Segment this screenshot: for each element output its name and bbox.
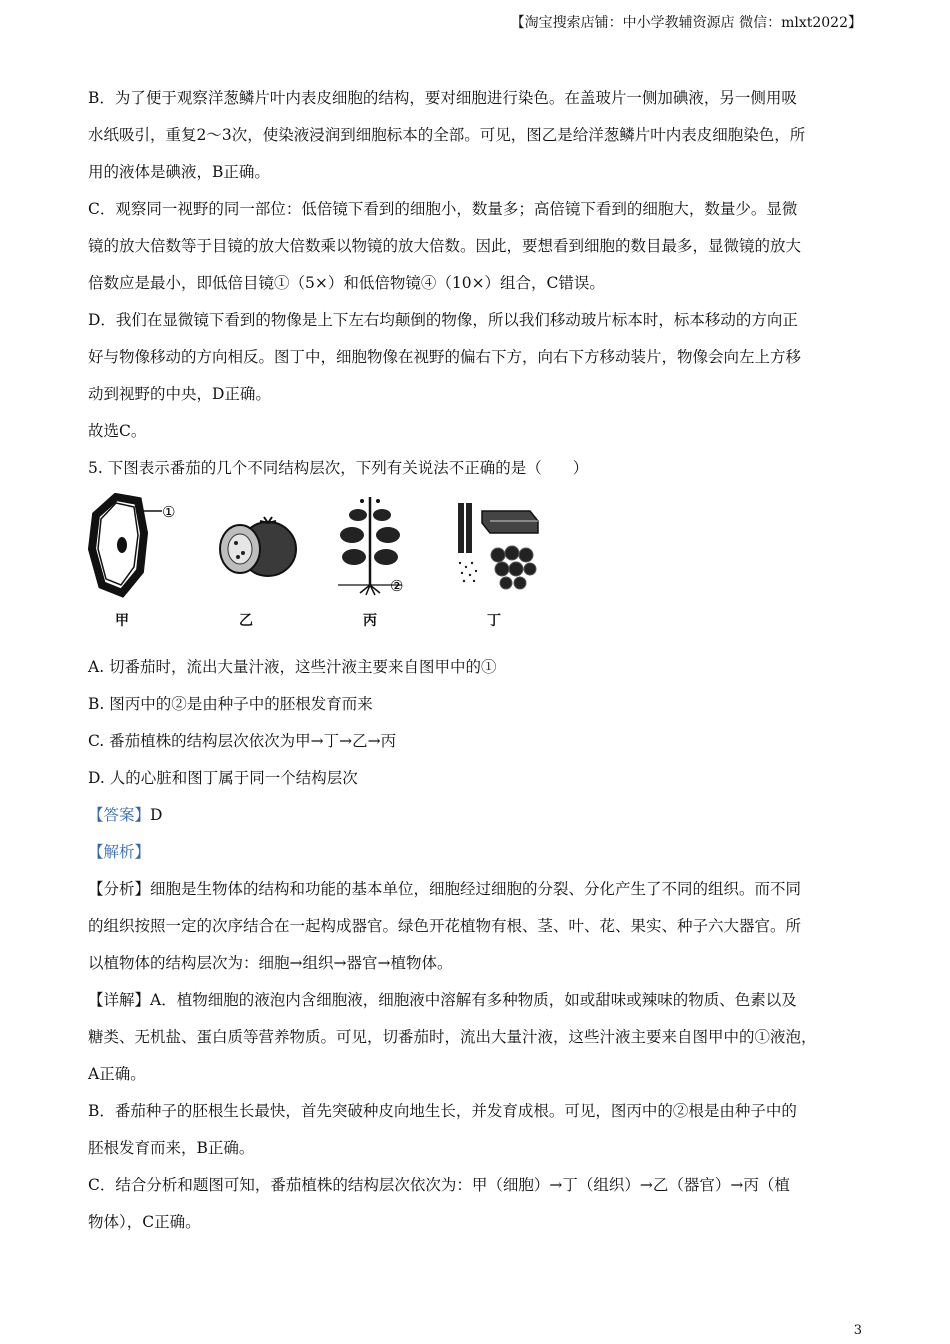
analysis-tag: 【解析】 [88, 843, 151, 861]
figure-tissue [454, 493, 544, 629]
q4-c-line-1: C．观察同一视野的同一部位：低倍镜下看到的细胞小，数量多；高倍镜下看到的细胞大，数量少。显微 [88, 200, 798, 218]
xiangjie-b-line-2: 胚根发育而来，B正确。 [88, 1139, 255, 1157]
figure-fruit [210, 493, 305, 629]
tomato-plant-drawing [332, 493, 427, 598]
q4-conclusion: 故选C。 [88, 422, 147, 440]
analysis-heading [88, 834, 868, 871]
page-content [88, 80, 868, 1241]
q4-b-line-1: B．为了便于观察洋葱鳞片叶内表皮细胞的结构，要对细胞进行染色。在盖玻片一侧加碘液，另一侧用吸 [88, 89, 797, 107]
q4-d-line-2: 好与物像移动的方向相反。图丁中，细胞物像在视野的偏右下方，向右下方移动装片，物像会向左上方移 [88, 348, 802, 366]
plant-cell-drawing [88, 493, 183, 598]
q4-b-line-3: 用的液体是碘液，B正确。 [88, 163, 270, 181]
caption-yi: 乙 [239, 613, 253, 629]
option-a: A. 切番茄时，流出大量汁液，这些汁液主要来自图甲中的① [88, 658, 497, 676]
answer-tag: 【答案】 [88, 806, 151, 824]
q4-c-line-3: 倍数应是最小，即低倍目镜①（5×）和低倍物镜④（10×）组合，C错误。 [88, 274, 605, 292]
xiangjie-a-line-1 [88, 982, 868, 1019]
tomato-structure-figure [88, 493, 868, 635]
option-c: C. 番茄植株的结构层次依次为甲→丁→乙→丙 [88, 732, 397, 750]
fenxi-line-3: 以植物体的结构层次为：细胞→组织→器官→植物体。 [88, 954, 453, 972]
answer-value: D [150, 806, 163, 824]
answer-line [88, 797, 868, 834]
marker-2: ② [390, 577, 404, 595]
q4-c-line-2: 镜的放大倍数等于目镜的放大倍数乘以物镜的放大倍数。因此，要想看到细胞的数目最多，显微镜的放大 [88, 237, 802, 255]
caption-ding: 丁 [487, 613, 501, 629]
fenxi-text-1: 细胞是生物体的结构和功能的基本单位，细胞经过细胞的分裂、分化产生了不同的组织。而不同 [150, 880, 802, 898]
xiangjie-c-line-1: C．结合分析和题图可知，番茄植株的结构层次依次为：甲（细胞）→丁（组织）→乙（器官）→丙（植 [88, 1176, 790, 1194]
xiangjie-b-line-1: B．番茄种子的胚根生长最快，首先突破种皮向地生长，并发育成根。可见，图丙中的②根是由种子中的 [88, 1102, 797, 1120]
figure-cell [88, 493, 183, 629]
caption-jia: 甲 [115, 613, 129, 629]
fenxi-line-1 [88, 871, 868, 908]
tomato-fruit-drawing [210, 493, 305, 598]
page-header: 【淘宝搜索店铺：中小学教辅资源店 微信：mlxt2022】 [510, 15, 862, 31]
xiangjie-tag: 【详解】 [88, 991, 151, 1009]
option-d: D. 人的心脏和图丁属于同一个结构层次 [88, 769, 358, 787]
q4-d-line-3: 动到视野的中央，D正确。 [88, 385, 271, 403]
xiangjie-a-line-2: 糖类、无机盐、蛋白质等营养物质。可见，切番茄时，流出大量汁液，这些汁液主要来自图甲中的①液泡， [88, 1028, 817, 1046]
caption-bing: 丙 [363, 613, 377, 629]
xiangjie-a-text-1: A．植物细胞的液泡内含细胞液，细胞液中溶解有多种物质，如或甜味或辣味的物质、色素以及 [150, 991, 797, 1009]
marker-1: ① [162, 503, 176, 521]
q4-d-line-1: D．我们在显微镜下看到的物像是上下左右均颠倒的物像，所以我们移动玻片标本时，标本移动的方向正 [88, 311, 798, 329]
xiangjie-c-line-2: 物体），C正确。 [88, 1213, 201, 1231]
q5-stem: 5. 下图表示番茄的几个不同结构层次，下列有关说法不正确的是（ ） [88, 459, 589, 477]
figure-plant [332, 493, 427, 629]
fenxi-tag: 【分析】 [88, 880, 151, 898]
option-b: B. 图丙中的②是由种子中的胚根发育而来 [88, 695, 373, 713]
q4-b-line-2: 水纸吸引，重复2～3次，使染液浸润到细胞标本的全部。可见，图乙是给洋葱鳞片叶内表皮细胞染色，所 [88, 126, 806, 144]
tissue-drawing [454, 493, 544, 598]
page-number: 3 [853, 1323, 862, 1338]
fenxi-line-2: 的组织按照一定的次序结合在一起构成器官。绿色开花植物有根、茎、叶、花、果实、种子六大器官。所 [88, 917, 802, 935]
xiangjie-a-line-3: A正确。 [88, 1065, 146, 1083]
